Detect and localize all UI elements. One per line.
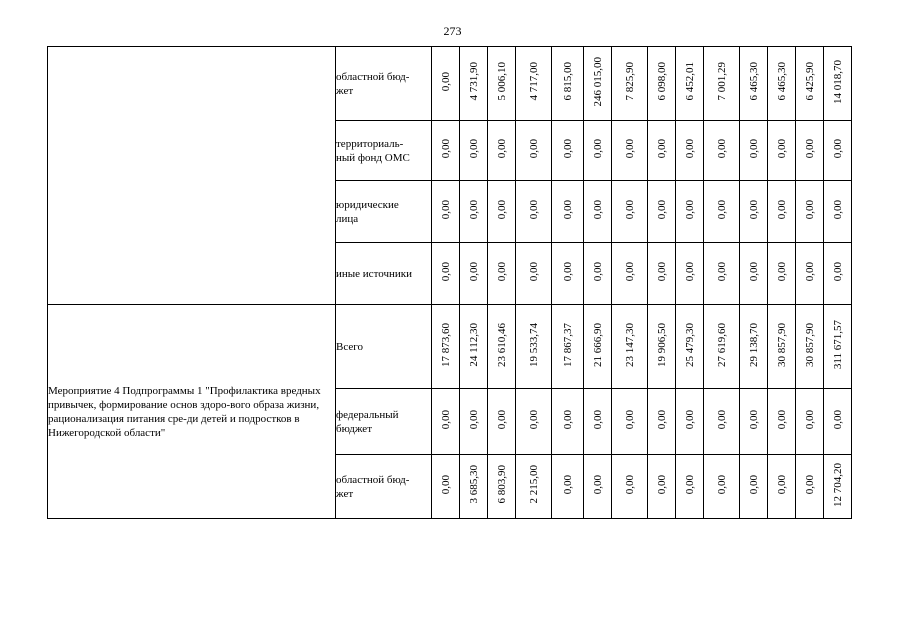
value-cell xyxy=(648,455,676,519)
value-text: 23 610,46 xyxy=(495,322,508,367)
value-cell xyxy=(460,243,488,305)
value-cell xyxy=(704,243,740,305)
value-cell xyxy=(488,389,516,455)
value-cell xyxy=(796,389,824,455)
value-text: 0,00 xyxy=(561,474,574,495)
value-cell xyxy=(516,243,552,305)
value-cell xyxy=(612,455,648,519)
value-text: 0,00 xyxy=(747,138,760,159)
value-text: 0,00 xyxy=(439,474,452,495)
value-cell xyxy=(676,47,704,121)
value-text: 0,00 xyxy=(623,261,636,282)
value-cell xyxy=(584,455,612,519)
value-text: 0,00 xyxy=(495,138,508,159)
value-cell xyxy=(676,455,704,519)
value-cell xyxy=(768,47,796,121)
value-cell xyxy=(768,181,796,243)
value-text: 0,00 xyxy=(831,409,844,430)
value-cell xyxy=(488,243,516,305)
value-cell xyxy=(584,389,612,455)
value-text: 0,00 xyxy=(495,199,508,220)
value-cell xyxy=(768,305,796,389)
value-cell xyxy=(740,47,768,121)
value-text: 0,00 xyxy=(747,199,760,220)
value-cell xyxy=(824,243,852,305)
value-text: 30 857,90 xyxy=(775,322,788,367)
value-text: 17 873,60 xyxy=(439,322,452,367)
value-text: 0,00 xyxy=(527,199,540,220)
value-cell xyxy=(612,181,648,243)
value-text: 311 671,57 xyxy=(831,319,844,370)
value-text: 0,00 xyxy=(715,199,728,220)
value-cell xyxy=(648,389,676,455)
value-text: 0,00 xyxy=(831,138,844,159)
value-text: 0,00 xyxy=(683,199,696,220)
value-cell xyxy=(432,455,460,519)
value-cell xyxy=(516,121,552,181)
value-cell xyxy=(768,455,796,519)
value-text: 0,00 xyxy=(683,474,696,495)
value-text: 7 001,29 xyxy=(715,62,728,101)
page-number: 273 xyxy=(443,24,462,38)
value-cell xyxy=(584,305,612,389)
value-text: 0,00 xyxy=(803,199,816,220)
value-text: 0,00 xyxy=(439,409,452,430)
value-cell xyxy=(612,305,648,389)
value-text: 0,00 xyxy=(623,409,636,430)
value-text: 0,00 xyxy=(747,409,760,430)
value-cell xyxy=(552,305,584,389)
value-cell xyxy=(584,121,612,181)
value-cell xyxy=(516,181,552,243)
value-text: 0,00 xyxy=(775,261,788,282)
value-text: 29 138,70 xyxy=(747,322,760,367)
value-cell xyxy=(796,243,824,305)
value-cell xyxy=(704,389,740,455)
value-text: 6 815,00 xyxy=(561,62,574,101)
value-text: 19 906,50 xyxy=(655,322,668,367)
value-text: 0,00 xyxy=(439,199,452,220)
value-cell xyxy=(824,47,852,121)
value-text: 0,00 xyxy=(623,138,636,159)
value-text: 0,00 xyxy=(715,474,728,495)
value-cell xyxy=(612,121,648,181)
value-text: 0,00 xyxy=(561,199,574,220)
value-text: 27 619,60 xyxy=(715,322,728,367)
value-text: 0,00 xyxy=(683,409,696,430)
value-text: 30 857,90 xyxy=(803,322,816,367)
value-text: 6 098,00 xyxy=(655,62,668,101)
value-cell xyxy=(740,389,768,455)
value-text: 6 425,90 xyxy=(803,62,816,101)
value-text: 0,00 xyxy=(683,261,696,282)
funding-source-cell: федеральный бюджет xyxy=(336,389,432,455)
value-text: 0,00 xyxy=(775,138,788,159)
value-text: 0,00 xyxy=(655,261,668,282)
value-text: 0,00 xyxy=(439,261,452,282)
value-cell xyxy=(824,305,852,389)
value-cell xyxy=(460,305,488,389)
value-cell xyxy=(704,181,740,243)
value-text: 0,00 xyxy=(775,199,788,220)
value-cell xyxy=(552,181,584,243)
measure-name-cell: Мероприятие 4 Подпрограммы 1 "Профилактика вредных привычек, формирование основ здоро-вого образа жизни, рационализация питания сре-ди детей и подростков в Нижегородской области" xyxy=(48,305,336,519)
value-text: 5 006,10 xyxy=(495,62,508,101)
value-text: 0,00 xyxy=(561,409,574,430)
value-text: 0,00 xyxy=(527,138,540,159)
value-cell xyxy=(648,47,676,121)
value-cell xyxy=(704,47,740,121)
value-text: 6 465,30 xyxy=(747,62,760,101)
value-cell xyxy=(824,389,852,455)
value-cell xyxy=(552,243,584,305)
funding-source-cell: областной бюд- жет xyxy=(336,455,432,519)
value-text: 0,00 xyxy=(655,138,668,159)
value-text: 14 018,70 xyxy=(831,59,844,104)
value-text: 25 479,30 xyxy=(683,322,696,367)
value-text: 0,00 xyxy=(715,138,728,159)
value-text: 23 147,30 xyxy=(623,322,636,367)
value-text: 4 731,90 xyxy=(467,62,480,101)
value-cell xyxy=(768,389,796,455)
value-text: 0,00 xyxy=(591,138,604,159)
value-text: 0,00 xyxy=(683,138,696,159)
value-cell xyxy=(584,181,612,243)
value-cell xyxy=(460,47,488,121)
value-text: 0,00 xyxy=(623,474,636,495)
value-text: 0,00 xyxy=(623,199,636,220)
value-text: 17 867,37 xyxy=(561,322,574,367)
value-cell xyxy=(552,47,584,121)
value-cell xyxy=(740,243,768,305)
value-cell xyxy=(584,47,612,121)
value-text: 6 465,30 xyxy=(775,62,788,101)
value-text: 2 215,00 xyxy=(527,465,540,504)
value-cell xyxy=(488,181,516,243)
value-text: 6 452,01 xyxy=(683,62,696,101)
value-text: 0,00 xyxy=(803,409,816,430)
value-text: 0,00 xyxy=(831,261,844,282)
value-cell xyxy=(676,389,704,455)
value-text: 0,00 xyxy=(655,199,668,220)
value-text: 24 112,30 xyxy=(467,322,480,367)
value-cell xyxy=(704,455,740,519)
value-cell xyxy=(552,389,584,455)
funding-source-cell: областной бюд- жет xyxy=(336,47,432,121)
value-text: 0,00 xyxy=(439,138,452,159)
value-cell xyxy=(740,121,768,181)
value-text: 0,00 xyxy=(495,409,508,430)
value-cell xyxy=(516,305,552,389)
value-text: 21 666,90 xyxy=(591,322,604,367)
value-text: 0,00 xyxy=(655,409,668,430)
value-text: 0,00 xyxy=(775,474,788,495)
value-text: 0,00 xyxy=(591,199,604,220)
value-cell xyxy=(432,181,460,243)
value-cell xyxy=(824,455,852,519)
funding-source-cell: иные источники xyxy=(336,243,432,305)
value-cell xyxy=(460,181,488,243)
value-cell xyxy=(648,243,676,305)
value-cell xyxy=(432,389,460,455)
value-cell xyxy=(432,243,460,305)
value-text: 4 717,00 xyxy=(527,62,540,101)
value-cell xyxy=(796,305,824,389)
value-cell xyxy=(648,181,676,243)
value-cell xyxy=(648,305,676,389)
value-text: 246 015,00 xyxy=(591,56,604,107)
value-text: 0,00 xyxy=(831,199,844,220)
value-text: 0,00 xyxy=(747,261,760,282)
value-text: 7 825,90 xyxy=(623,62,636,101)
value-cell xyxy=(796,47,824,121)
value-cell xyxy=(740,455,768,519)
value-cell xyxy=(704,305,740,389)
value-text: 0,00 xyxy=(803,474,816,495)
value-cell xyxy=(796,455,824,519)
value-text: 0,00 xyxy=(803,138,816,159)
value-text: 0,00 xyxy=(715,261,728,282)
value-text: 0,00 xyxy=(775,409,788,430)
value-cell xyxy=(676,181,704,243)
funding-source-cell: территориаль- ный фонд ОМС xyxy=(336,121,432,181)
funding-source-cell: юридические лица xyxy=(336,181,432,243)
value-cell xyxy=(676,121,704,181)
value-cell xyxy=(612,47,648,121)
table-row xyxy=(48,305,852,389)
value-cell xyxy=(516,47,552,121)
value-text: 0,00 xyxy=(591,409,604,430)
value-text: 0,00 xyxy=(439,71,452,92)
value-cell xyxy=(460,455,488,519)
funding-source-cell: Всего xyxy=(336,305,432,389)
value-cell xyxy=(460,389,488,455)
value-cell xyxy=(552,455,584,519)
value-cell xyxy=(740,181,768,243)
value-text: 0,00 xyxy=(467,138,480,159)
value-cell xyxy=(824,121,852,181)
value-text: 0,00 xyxy=(527,261,540,282)
value-text: 0,00 xyxy=(561,138,574,159)
value-cell xyxy=(432,47,460,121)
value-text: 0,00 xyxy=(591,474,604,495)
value-cell xyxy=(432,305,460,389)
value-text: 0,00 xyxy=(591,261,604,282)
value-text: 0,00 xyxy=(747,474,760,495)
value-cell xyxy=(768,243,796,305)
value-cell xyxy=(676,243,704,305)
value-cell xyxy=(460,121,488,181)
value-cell xyxy=(740,305,768,389)
value-cell xyxy=(488,121,516,181)
value-cell xyxy=(768,121,796,181)
value-cell xyxy=(704,121,740,181)
value-cell xyxy=(584,243,612,305)
value-cell xyxy=(796,181,824,243)
budget-table xyxy=(47,46,852,519)
value-text: 0,00 xyxy=(467,261,480,282)
value-text: 0,00 xyxy=(561,261,574,282)
value-cell xyxy=(796,121,824,181)
measure-name-cell xyxy=(48,47,336,305)
value-text: 0,00 xyxy=(467,409,480,430)
value-cell xyxy=(432,121,460,181)
value-cell xyxy=(516,455,552,519)
value-cell xyxy=(824,181,852,243)
value-text: 19 533,74 xyxy=(527,322,540,367)
value-cell xyxy=(488,455,516,519)
value-text: 0,00 xyxy=(715,409,728,430)
value-cell xyxy=(488,47,516,121)
value-text: 0,00 xyxy=(495,261,508,282)
value-cell xyxy=(676,305,704,389)
table-row xyxy=(48,47,852,121)
value-cell xyxy=(612,243,648,305)
value-text: 3 685,30 xyxy=(467,465,480,504)
value-text: 12 704,20 xyxy=(831,462,844,507)
value-cell xyxy=(516,389,552,455)
value-text: 0,00 xyxy=(803,261,816,282)
value-text: 6 803,90 xyxy=(495,465,508,504)
value-cell xyxy=(488,305,516,389)
value-text: 0,00 xyxy=(527,409,540,430)
value-cell xyxy=(552,121,584,181)
value-text: 0,00 xyxy=(467,199,480,220)
value-text: 0,00 xyxy=(655,474,668,495)
value-cell xyxy=(612,389,648,455)
value-cell xyxy=(648,121,676,181)
